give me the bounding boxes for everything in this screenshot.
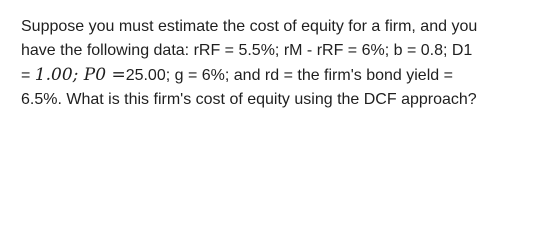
question-line-4: 6.5%. What is this firm's cost of equity using the DCF approach? <box>21 91 477 108</box>
question-text <box>21 15 551 112</box>
question-line-3-prefix: = <box>21 67 35 84</box>
question-line-2: have the following data: rRF = 5.5%; rM - rRF = 6%; b = 0.8; D1 <box>21 42 473 59</box>
question-line-1: Suppose you must estimate the cost of equity for a firm, and you <box>21 18 478 35</box>
question-line-3 <box>21 63 551 88</box>
rendered-math-fragment: 1.00; P0 = <box>34 65 126 85</box>
question-line-3-suffix: 25.00; g = 6%; and rd = the firm's bond yield = <box>125 67 453 84</box>
